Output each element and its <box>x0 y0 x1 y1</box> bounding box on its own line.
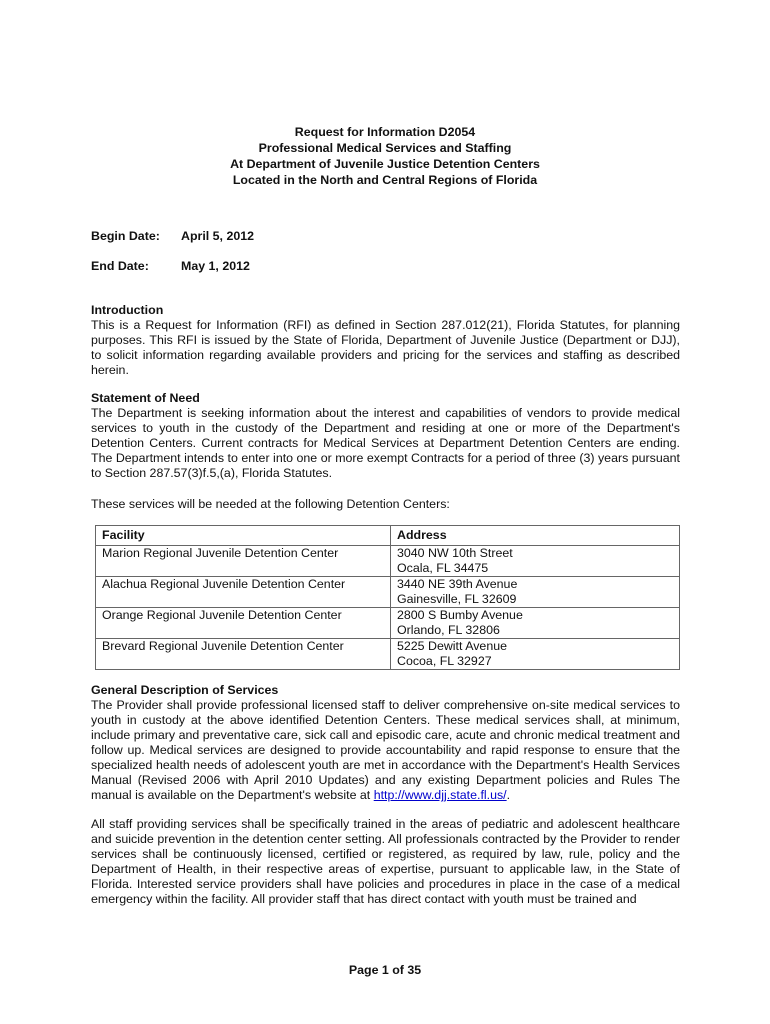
table-row <box>96 639 680 670</box>
facility-column-header: Facility <box>96 526 391 546</box>
table-row <box>96 546 680 577</box>
general-description-heading: General Description of Services <box>91 683 279 697</box>
statement-of-need-body: The Department is seeking information about the interest and capabilities of vendors to provide medical services to youth in the custody of the Department and residing at one or more of the Department's Detention Centers. Current contracts for Medical Services at Department Detention Centers are ending. The Department intends to enter into one or more exempt Contracts for a period of three (3) years pursuant to Section 287.57(3)f.5,(a), Florida Statutes. <box>91 406 680 480</box>
address-line-2: Cocoa, FL 32927 <box>397 654 492 668</box>
end-date-label: End Date: <box>91 259 149 273</box>
address-line-2: Gainesville, FL 32609 <box>397 592 517 606</box>
begin-date-label: Begin Date: <box>91 229 160 243</box>
address-cell <box>391 608 680 639</box>
end-date-value: May 1, 2012 <box>181 259 250 273</box>
introduction-body: This is a Request for Information (RFI) as defined in Section 287.012(21), Florida Statutes, for planning purposes. This RFI is issued by the State of Florida, Department of Juvenile Justice (Department or DJJ), to solicit information regarding available providers and pricing for the services and staffing as described herein. <box>91 318 680 377</box>
end-date-row <box>91 259 250 273</box>
begin-date-value: April 5, 2012 <box>181 229 255 243</box>
centers-intro <box>91 497 680 512</box>
introduction-heading: Introduction <box>91 303 164 317</box>
staff-training-section <box>91 817 680 907</box>
facility-cell: Orange Regional Juvenile Detention Center <box>96 608 391 639</box>
address-line-2: Orlando, FL 32806 <box>397 623 500 637</box>
title-line-2: Professional Medical Services and Staffing <box>258 141 512 155</box>
table-header-row <box>96 526 680 546</box>
address-line-1: 3440 NE 39th Avenue <box>397 577 518 591</box>
facility-cell: Alachua Regional Juvenile Detention Center <box>96 577 391 608</box>
title-line-3: At Department of Juvenile Justice Detention Centers <box>230 157 540 171</box>
address-line-1: 3040 NW 10th Street <box>397 546 513 560</box>
document-title <box>0 124 770 188</box>
table-row <box>96 577 680 608</box>
introduction-section <box>91 303 680 378</box>
statement-of-need-heading: Statement of Need <box>91 391 200 405</box>
facility-cell: Brevard Regional Juvenile Detention Center <box>96 639 391 670</box>
centers-intro-text: These services will be needed at the following Detention Centers: <box>91 497 450 511</box>
staff-training-body: All staff providing services shall be specifically trained in the areas of pediatric and adolescent healthcare and suicide prevention in the detention center setting. All professionals contracted by the Provider to render services shall be continuously licensed, certified or registered, as required by law, rule, policy and the Department of Health, in their respective areas of expertise, pursuant to applicable law, in the State of Florida. Interested service providers shall have policies and procedures in place in the case of a medical emergency within the facility. All provider staff that has direct contact with youth must be trained and <box>91 817 680 906</box>
link-trailing-period: . <box>506 788 511 802</box>
facility-cell: Marion Regional Juvenile Detention Center <box>96 546 391 577</box>
address-cell <box>391 639 680 670</box>
address-line-1: 2800 S Bumby Avenue <box>397 608 523 622</box>
title-line-1: Request for Information D2054 <box>294 125 476 139</box>
statement-of-need-section <box>91 391 680 481</box>
general-description-section <box>91 683 680 803</box>
table-row <box>96 608 680 639</box>
general-description-body <box>91 698 680 803</box>
begin-date-row <box>91 229 254 243</box>
djj-website-link[interactable]: http://www.djj.state.fl.us/ <box>373 788 507 802</box>
title-line-4: Located in the North and Central Regions of Florida <box>232 173 538 187</box>
page-number: Page 1 of 35 <box>348 963 422 977</box>
address-line-1: 5225 Dewitt Avenue <box>397 639 507 653</box>
address-cell <box>391 546 680 577</box>
address-cell <box>391 577 680 608</box>
general-description-text: The Provider shall provide professional licensed staff to deliver comprehensive on-site medical services to youth in custody at the above identified Detention Centers. These medical services shall, at minimum, include primary and preventative care, sick call and episodic care, acute and chronic medical treatment and follow up. Medical services are designed to provide accountability and rapid response to ensure that the specialized health needs of adolescent youth are met in accordance with the Department's Health Services Manual (Revised 2006 with April 2010 Updates) and any existing Department policies and Rules The manual is available on the Department's website at <box>91 698 680 802</box>
facilities-table <box>95 525 680 670</box>
address-line-2: Ocala, FL 34475 <box>397 561 489 575</box>
address-column-header: Address <box>391 526 680 546</box>
